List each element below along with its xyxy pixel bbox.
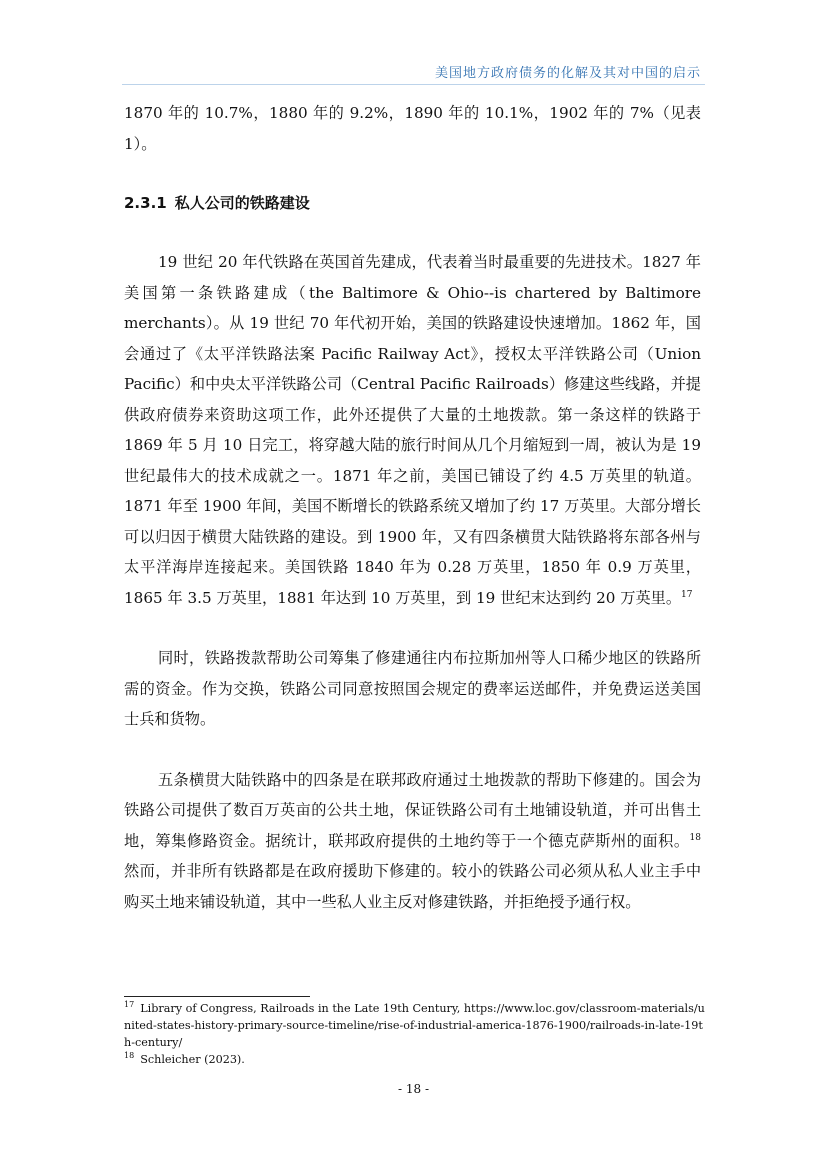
footnote-17 <box>124 1000 707 1051</box>
paragraph-railroad-history <box>124 247 701 613</box>
footnote-text[interactable]: Library of Congress, Railroads in the Late 19th Century, https://www.loc.gov/classroom-materials/united-states-history-primary-source-timeline/rise-of-industrial-america-1876-1900/railroads-in-late-19th-century/ <box>124 1002 705 1049</box>
footnotes <box>124 1000 707 1068</box>
footnote-divider <box>124 996 310 997</box>
paragraph-transcontinental <box>124 765 701 918</box>
section-title: 私人公司的铁路建设 <box>174 194 310 212</box>
paragraph-railroad-history-text: 19 世纪 20 年代铁路在英国首先建成，代表着当时最重要的先进技术。1827 年美国第一条铁路建成（the Baltimore & Ohio--is chartered by Baltimore merchants）。从 19 世纪 70 年代初开始，美国的铁路建设快速增加。1862 年，国会通过了《太平洋铁路法案 Pacific Railway Act》，授权太平洋铁路公司（Union Pacific）和中央太平洋铁路公司（Central Pacific Railroads）修建这些线路，并提供政府债券来资助这项工作，此外还提供了大量的土地拨款。第一条这样的铁路于 1869 年 5 月 10 日完工，将穿越大陆的旅行时间从几个月缩短到一周，被认为是 19 世纪最伟大的技术成就之一。1871 年之前，美国已铺设了约 4.5 万英里的轨道。1871 年至 1900 年间，美国不断增长的铁路系统又增加了约 17 万英里。大部分增长可以归因于横贯大陆铁路的建设。到 1900 年，又有四条横贯大陆铁路将东部各州与太平洋海岸连接起来。美国铁路 1840 年为 0.28 万英里，1850 年 0.9 万英里，1865 年 3.5 万英里，1881 年达到 10 万英里，到 19 世纪末达到约 20 万英里。 <box>124 253 701 607</box>
section-heading <box>124 188 701 218</box>
section-number: 2.3.1 <box>124 194 167 212</box>
footnote-ref-17[interactable]: 17 <box>681 589 693 600</box>
running-header-title: 美国地方政府债务的化解及其对中国的启示 <box>434 66 701 81</box>
page-number: - 18 - <box>397 1082 429 1096</box>
footnote-text: Schleicher (2023). <box>140 1053 245 1066</box>
footnote-18 <box>124 1051 707 1068</box>
header-divider <box>122 84 705 85</box>
footnote-number: 17 <box>124 1000 135 1010</box>
paragraph-transcontinental-text-2: 然而，并非所有铁路都是在政府援助下修建的。较小的铁路公司必须从私人业主手中购买土地来铺设轨道，其中一些私人业主反对修建铁路，并拒绝授予通行权。 <box>124 862 701 911</box>
footnote-ref-18[interactable]: 18 <box>689 832 701 843</box>
footnote-number: 18 <box>124 1051 135 1061</box>
intro-line: 1870 年的 10.7%，1880 年的 9.2%，1890 年的 10.1%，1902 年的 7%（见表 1）。 <box>124 104 701 153</box>
page-content <box>124 98 701 917</box>
paragraph-transcontinental-text-1: 五条横贯大陆铁路中的四条是在联邦政府通过土地拨款的帮助下修建的。国会为铁路公司提供了数百万英亩的公共土地，保证铁路公司有土地铺设轨道，并可出售土地，筹集修路资金。据统计，联邦政府提供的土地约等于一个德克萨斯州的面积。 <box>124 770 701 850</box>
paragraph-land-grants: 同时，铁路拨款帮助公司筹集了修建通往内布拉斯加州等人口稀少地区的铁路所需的资金。作为交换，铁路公司同意按照国会规定的费率运送邮件，并免费运送美国士兵和货物。 <box>124 649 701 728</box>
